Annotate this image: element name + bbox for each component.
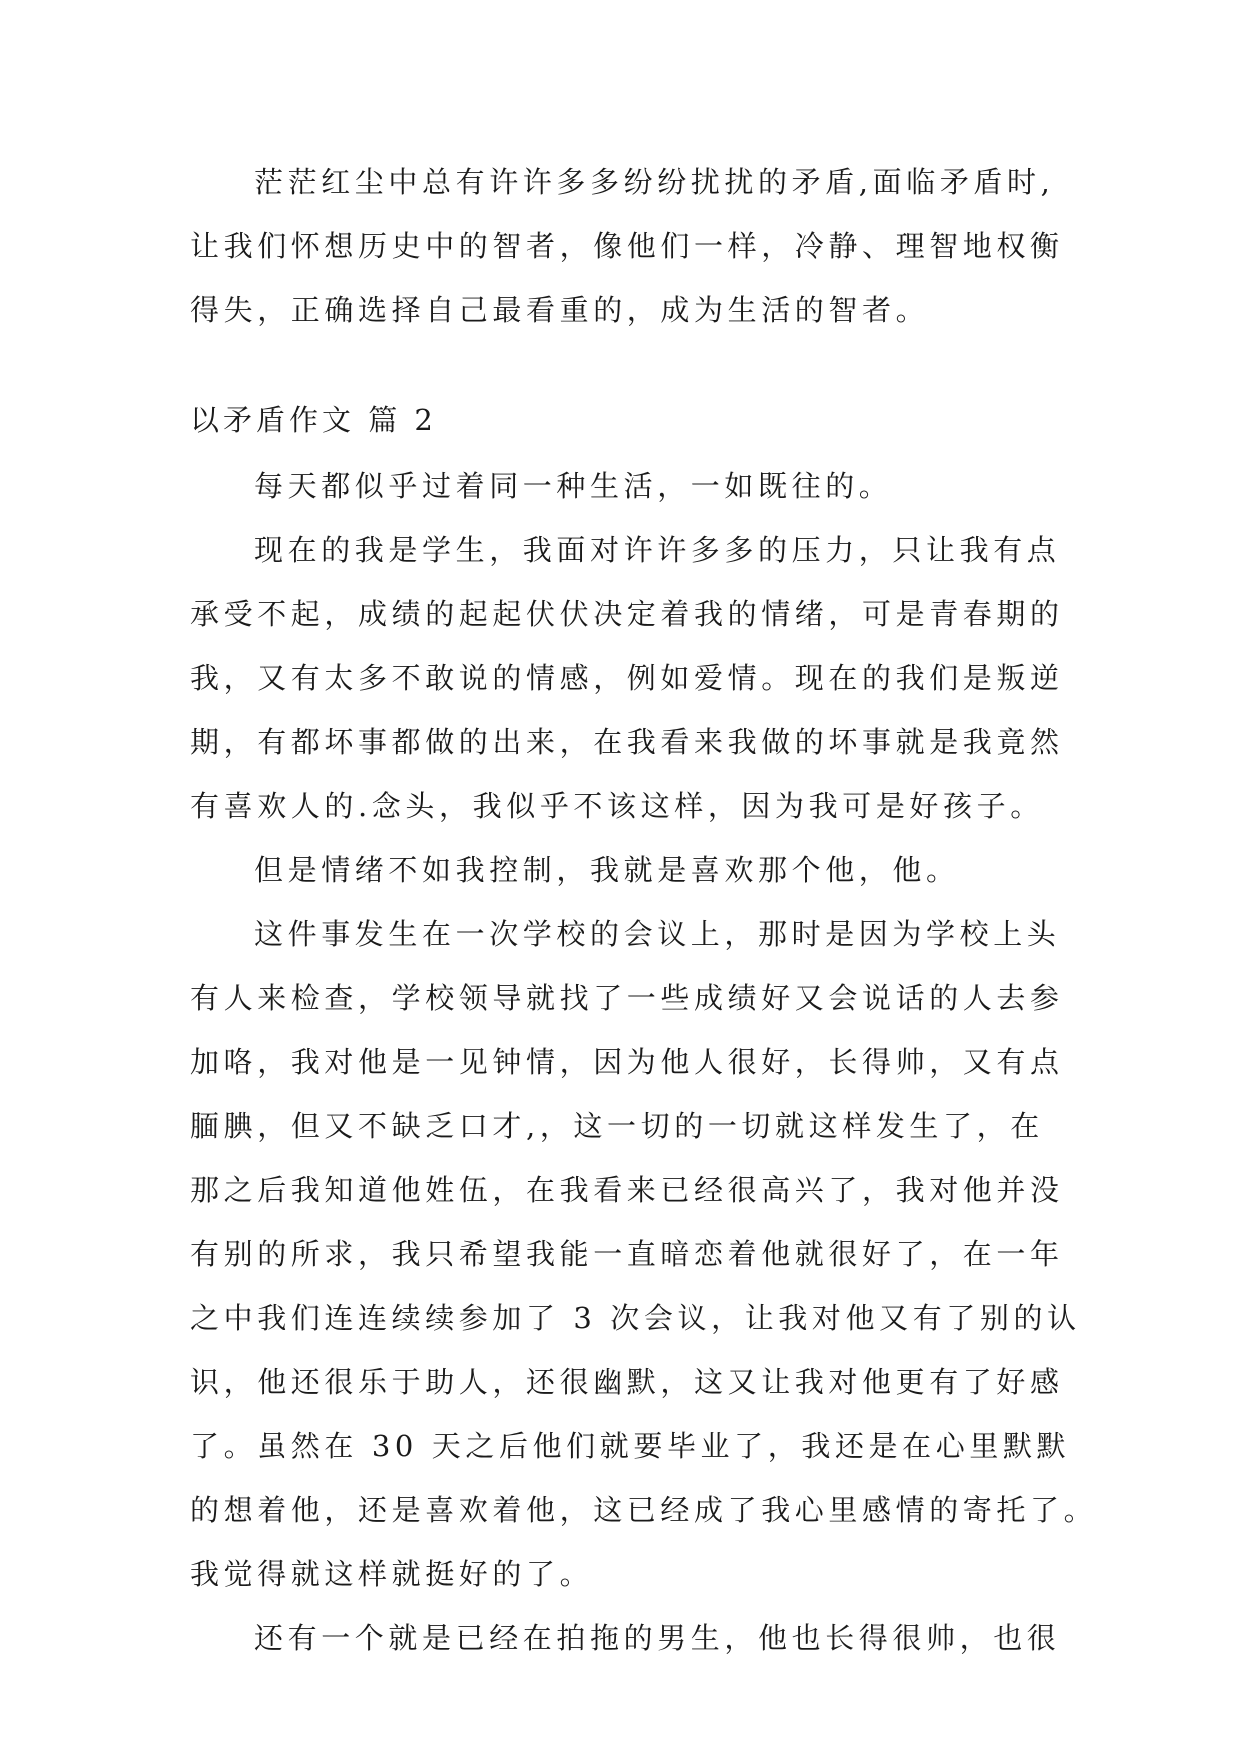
paragraph-4-line-3: 加咯，我对他是一见钟情，因为他人很好，长得帅，又有点 <box>190 1045 1064 1079</box>
paragraph-2-line-1: 现在的我是学生，我面对许许多多的压力，只让我有点 <box>254 533 1061 567</box>
paragraph-5-line-1: 还有一个就是已经在拍拖的男生，他也长得很帅，也很 <box>254 1621 1061 1655</box>
paragraph-4-line-2: 有人来检查，学校领导就找了一些成绩好又会说话的人去参 <box>190 981 1064 1015</box>
intro-line-2: 让我们怀想历史中的智者，像他们一样，冷静、理智地权衡 <box>190 229 1064 263</box>
paragraph-4-line-1: 这件事发生在一次学校的会议上，那时是因为学校上头 <box>254 917 1061 951</box>
paragraph-2-line-5: 有喜欢人的.念头，我似乎不该这样，因为我可是好孩子。 <box>190 789 1044 823</box>
paragraph-4-line-4: 腼腆，但又不缺乏口才,，这一切的一切就这样发生了，在 <box>190 1109 1044 1143</box>
paragraph-4-line-8: 识，他还很乐于助人，还很幽默，这又让我对他更有了好感 <box>190 1365 1064 1399</box>
paragraph-3-line-1: 但是情绪不如我控制，我就是喜欢那个他，他。 <box>254 853 960 887</box>
paragraph-4-line-11: 我觉得就这样就挺好的了。 <box>190 1557 594 1591</box>
paragraph-2-line-4: 期，有都坏事都做的出来，在我看来我做的坏事就是我竟然 <box>190 725 1064 759</box>
paragraph-2-line-2: 承受不起，成绩的起起伏伏决定着我的情绪，可是青春期的 <box>190 597 1064 631</box>
intro-line-1: 茫茫红尘中总有许许多多纷纷扰扰的矛盾,面临矛盾时, <box>254 165 1055 199</box>
intro-line-3: 得失，正确选择自己最看重的，成为生活的智者。 <box>190 293 930 327</box>
paragraph-4-line-7: 之中我们连连续续参加了 3 次会议，让我对他又有了别的认 <box>190 1301 1081 1335</box>
paragraph-1-line-1: 每天都似乎过着同一种生活，一如既往的。 <box>254 469 893 503</box>
paragraph-4-line-9: 了。虽然在 30 天之后他们就要毕业了，我还是在心里默默 <box>190 1429 1071 1463</box>
paragraph-4-line-10: 的想着他，还是喜欢着他，这已经成了我心里感情的寄托了。 <box>190 1493 1098 1527</box>
paragraph-4-line-5: 那之后我知道他姓伍，在我看来已经很高兴了，我对他并没 <box>190 1173 1064 1207</box>
paragraph-4-line-6: 有别的所求，我只希望我能一直暗恋着他就很好了，在一年 <box>190 1237 1064 1271</box>
paragraph-2-line-3: 我，又有太多不敢说的情感，例如爱情。现在的我们是叛逆 <box>190 661 1064 695</box>
section-heading: 以矛盾作文 篇 2 <box>190 403 437 437</box>
